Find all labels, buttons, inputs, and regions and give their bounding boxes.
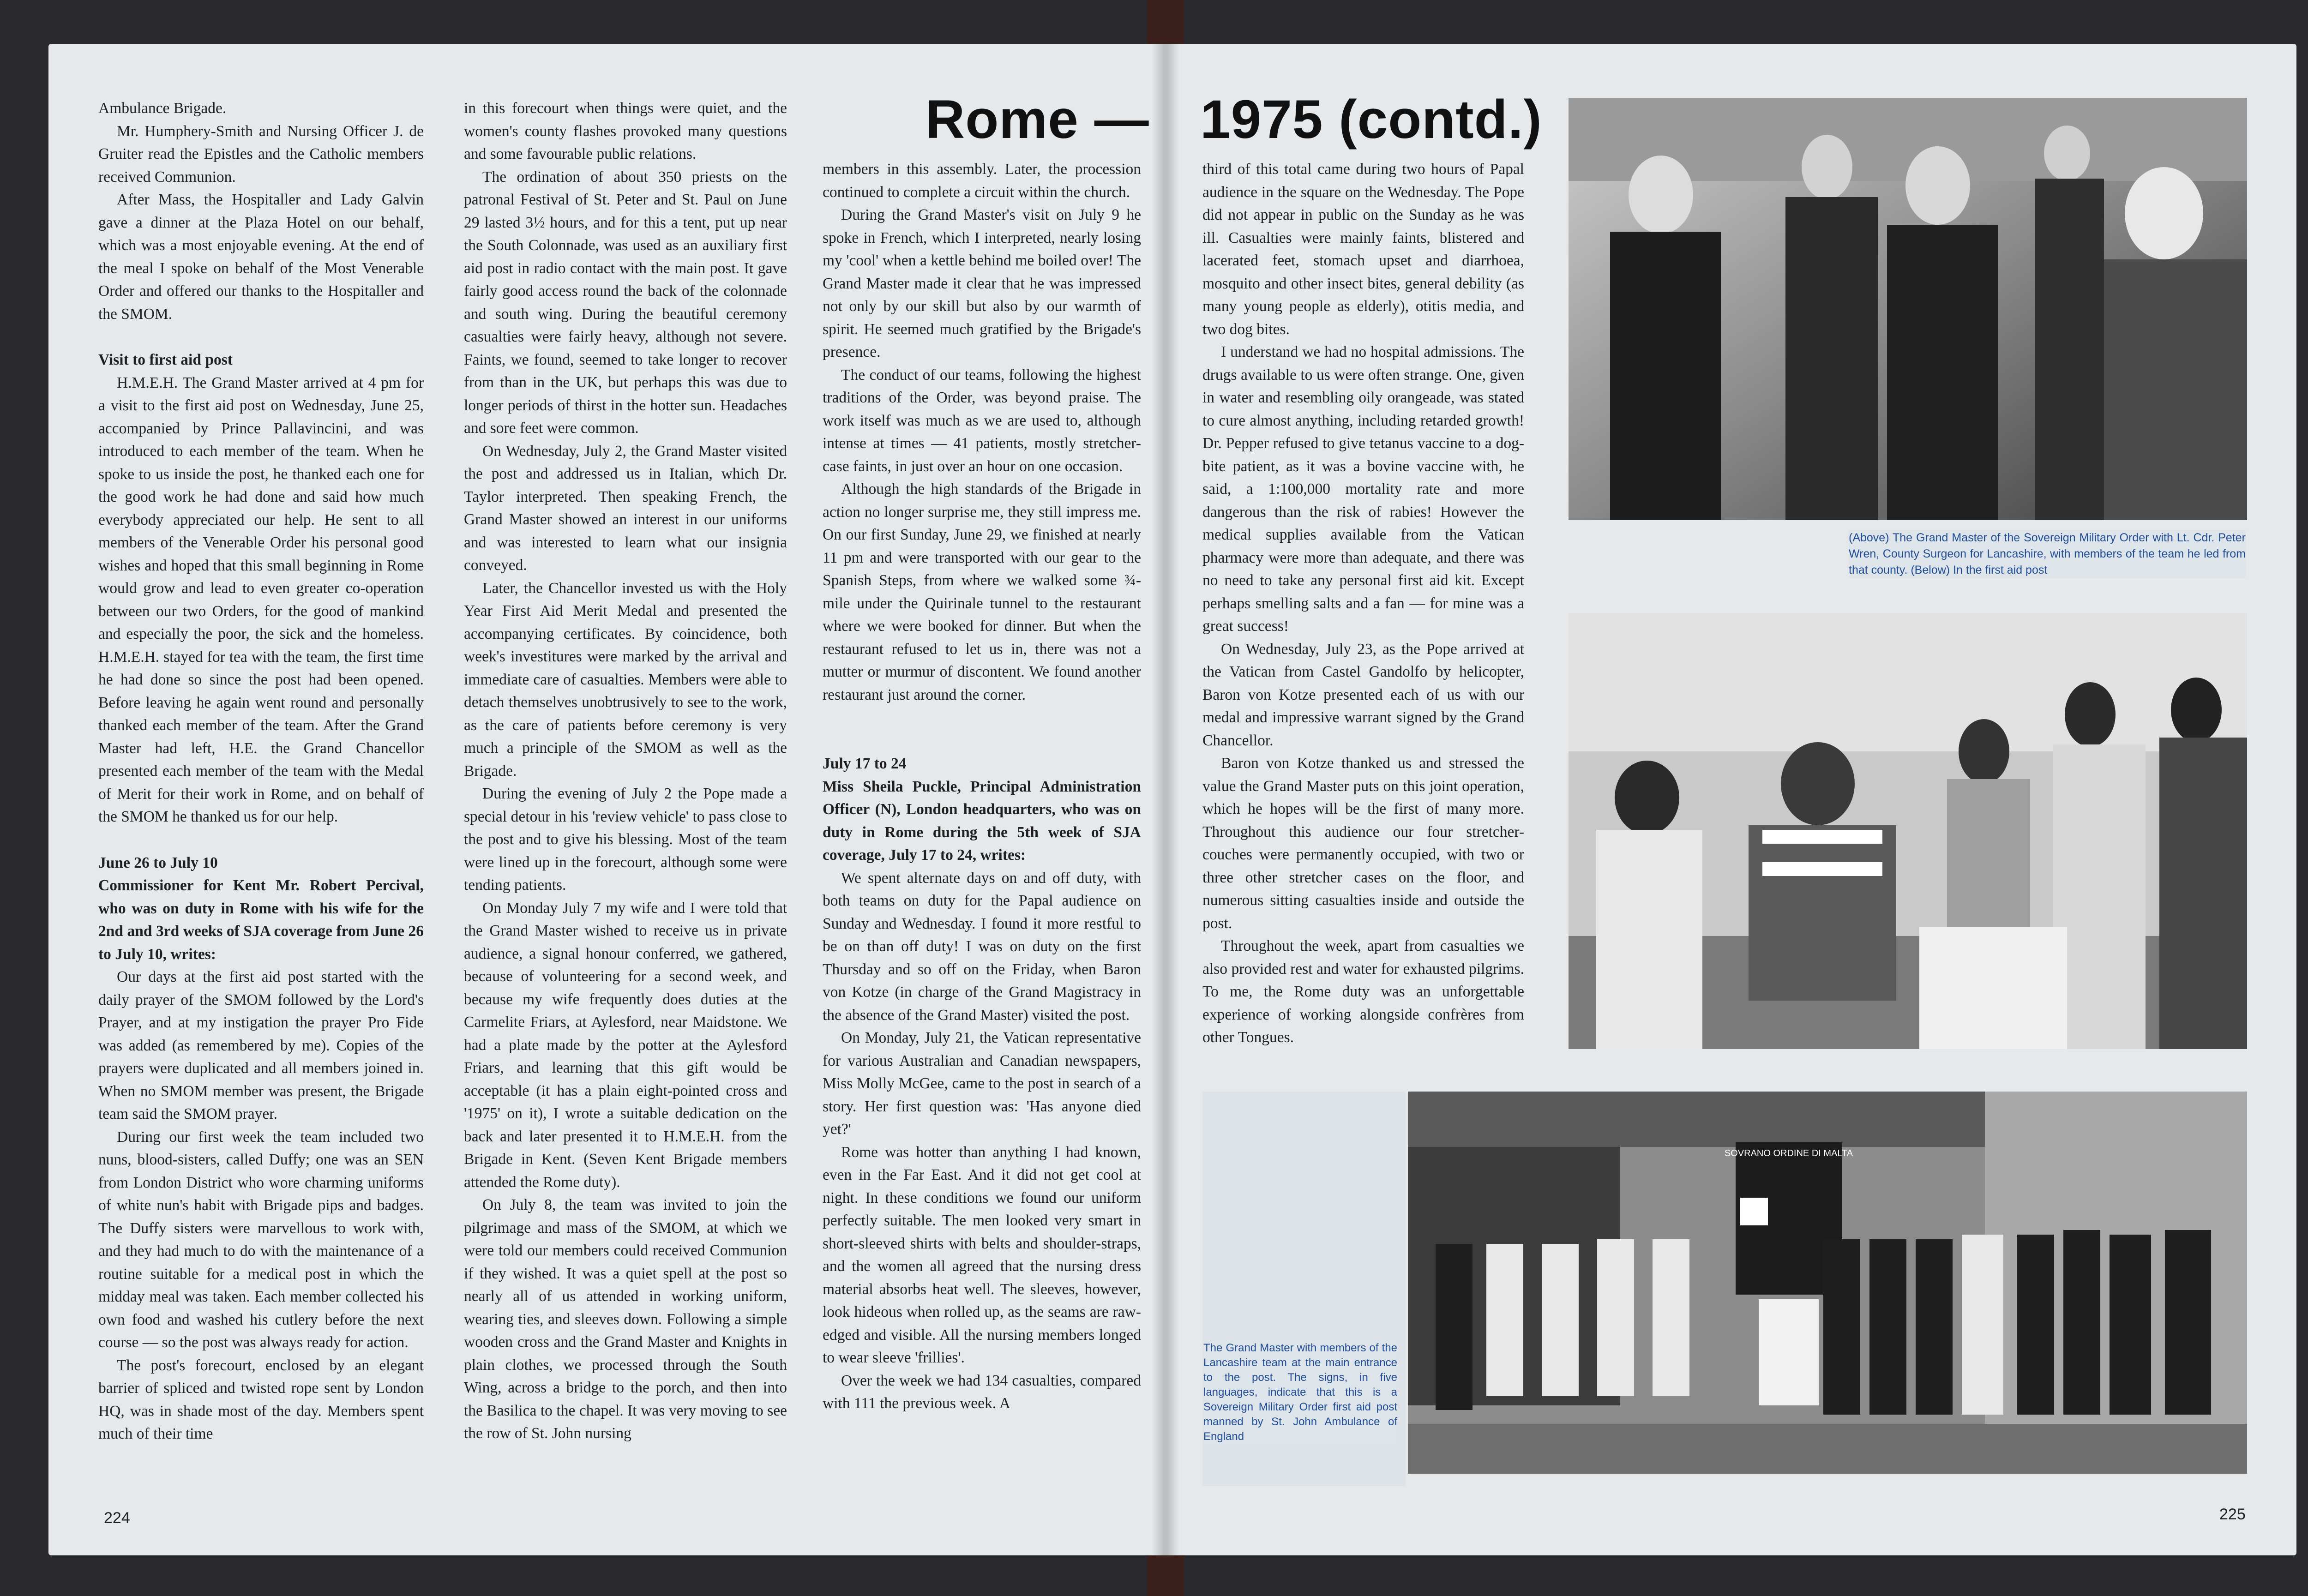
paragraph: I understand we had no hospital admissions. The drugs available to us were often strange. One, given in water and resembling oily orangeade, was stated to cure almost anything, including retarded growth! Dr. Pepper refused to give tetanus vaccine to a dog-bite patient, as it was a bovine vaccine with, he said, a 1:100,000 mortality rate and more dangerous than the risk of rabies! However the medical supplies available from the Vatican pharmacy were more than adequate, and there was no need to take any personal first aid kit. Except perhaps smelling salts and a fan — for mine was a great success! [1202,343,1524,635]
paragraph: After Mass, the Hospitaller and Lady Galvin gave a dinner at the Plaza Hotel on our behalf, which was a most enjoyable evening. At the end of the meal I spoke on behalf of the Most Venerable Order and offered our thanks to the Hospitaller and the SMOM. [98,191,424,323]
paragraph: Rome was hotter than anything I had known, even in the Far East. And it did not get cool at night. In these conditions we found our uniform perfectly suitable. The men looked very smart in short-sleeved shirts with belts and shoulder-straps, and the women all agreed that the nursing dress material absorbs heat well. The sleeves, however, look hideous when rolled up, as the seams are raw-edged and visible. All the nursing members longed to wear sleeve 'frillies'. [823,1143,1141,1366]
page-number-right: 225 [2219,1506,2246,1523]
paragraph: The ordination of about 350 priests on the patronal Festival of St. Peter and St. Paul on June 29 lasted 3½ hours, and for this a tent, put up near the South Colonnade, was used as an auxiliary first aid post in radio contact with the main post. It gave fairly good access round the back of the colonnade and south wing. During the beautiful ceremony casualties were fairly heavy, although not severe. Faints, we found, seemed to take longer to recover from than in the UK, but perhaps this was due to longer periods of thirst in the hotter sun. Headaches and sore feet were common. [464,168,787,437]
spine-bottom [1147,1555,1184,1596]
paragraph: Over the week we had 134 casualties, compared with 111 the previous week. A [823,1372,1141,1412]
section-heading: Miss Sheila Puckle, Principal Administration Officer (N), London headquarters, who was on duty in Rome during the 5th week of SJA coverage, July 17 to 24, writes: [823,778,1141,864]
paragraph: On Wednesday, July 2, the Grand Master visited the post and addressed us in Italian, which Dr. Taylor interpreted. Then speaking French, the Grand Master showed an interest in our uniforms and was interested to learn what our insignia conveyed. [464,442,787,574]
paragraph: Although the high standards of the Brigade in action no longer surprise me, they still impress me. On our first Sunday, June 29, we finished at nearly 11 pm and were transported with our gear to the Spanish Steps, from where we walked some ¾-mile under the Quirinale tunnel to the restaurant where we were booked for dinner. But when the restaurant refused to let us in, there was not a mutter or murmur of discontent. We found another restaurant just around the corner. [823,480,1141,703]
paragraph: During the evening of July 2 the Pope made a special detour in his 'review vehicle' to pass close to the post and to give his blessing. Most of the team were lined up in the forecourt, although some were tending patients. [464,785,787,894]
paragraph: third of this total came during two hours of Papal audience in the square on the Wednesday. The Pope did not appear in public on the Sunday as he was ill. Casualties were mainly faints, blistered and lacerated feet, stomach upset and diarrhoea, mosquito and other insect bites, general debility (as many young people as elderly), otitis media, and two dog bites. [1202,161,1524,338]
text-column-1 [98,97,424,1446]
paragraph: The conduct of our teams, following the highest traditions of the Order, was beyond praise. The work itself was much as we are used to, although intense at times — 41 patients, mostly stretcher-case faints, in just over an hour on one occasion. [823,366,1141,475]
section-heading: June 26 to July 10 [98,854,218,871]
section-heading: July 17 to 24 [823,755,907,772]
paragraph: Later, the Chancellor invested us with the Holy Year First Aid Merit Medal and presented the accompanying certificates. By coincidence, both week's investitures were marked by the arrival and immediate care of casualties. Members were able to detach themselves unobtrusively to see to the work, as the care of patients before ceremony is very much a principle of the SMOM as well as the Brigade. [464,579,787,780]
paragraph: Baron von Kotze thanked us and stressed the value the Grand Master puts on this joint operation, which he hopes will be the first of many more. Throughout this audience our four stretcher-couches were permanently occupied, with two or three other stretcher cases on the floor, and numerous sitting casualties inside and outside the post. [1202,755,1524,932]
paragraph: Mr. Humphery-Smith and Nursing Officer J. de Gruiter read the Epistles and the Catholic members received Communion. [98,122,424,186]
sign-title: SOVRANO ORDINE DI MALTA [1724,1148,1853,1158]
paragraph: On Monday, July 21, the Vatican representative for various Australian and Canadian newspapers, Miss Molly McGee, came to the post in search of a story. Her first question was: 'Has anyone died yet?' [823,1029,1141,1138]
photo-grand-master-with-team [1569,98,2247,520]
text-column-4 [1202,158,1524,1049]
paragraph-spacer [823,706,1141,729]
paragraph: members in this assembly. Later, the procession continued to complete a circuit within the church. [823,161,1141,201]
paragraph: Ambulance Brigade. [98,100,227,117]
title-right: 1975 (contd.) [1200,89,1542,150]
paragraph: H.M.E.H. The Grand Master arrived at 4 pm for a visit to the first aid post on Wednesday, June 25, accompanied by Prince Pallavincini, and was introduced to each member of the team. When he spoke to us inside the post, he thanked each one for the good work he had done and said how much everybody appreciated our help. He sent to all members of the Venerable Order his personal good wishes and hoped that this small beginning in Rome would grow and lead to even greater co-operation between our two Orders, for the good of mankind and especially the poor, the sick and the homeless. H.M.E.H. stayed for tea with the team, the first time he had done so since the post had been opened. Before leaving he again went round and personally thanked each member of the team. After the Grand Master had left, H.E. the Grand Chancellor presented each member of the team with the Medal of Merit for their work in Rome, and on behalf of the SMOM he thanked us for our help. [98,374,424,825]
paragraph-spacer [823,729,1141,752]
paragraph: Throughout the week, apart from casualties we also provided rest and water for exhausted pilgrims. To me, the Rome duty was an unforgettable experience of working alongside confrères from other Tongues. [1202,937,1524,1046]
page-gutter [1152,44,1179,1555]
title-left: Rome — [926,89,1149,150]
paragraph: On July 8, the team was invited to join the pilgrimage and mass of the SMOM, at which we were told our members could received Communion if they wished. It was a quiet spell at the post so nearly all of us attended in working uniform, wearing ties, and sleeves down. Following a simple wooden cross and the Grand Master and Knights in plain clothes, we processed through the South Wing, across a bridge to the porch, and then into the Basilica to the chapel. It was very moving to see the row of St. John nursing [464,1196,787,1442]
paragraph-spacer [98,828,424,852]
paragraph: Our days at the first aid post started with the daily prayer of the SMOM followed by the Lord's Prayer, and at my instigation the prayer Pro Fide was added (as remembered by me). Copies of the prayers were duplicated and all members joined in. When no SMOM member was present, the Brigade team said the SMOM prayer. [98,968,424,1122]
page-number-left: 224 [104,1509,130,1527]
photo-first-aid-post [1569,613,2247,1049]
paragraph: During the Grand Master's visit on July 9 he spoke in French, which I interpreted, nearly losing my 'cool' when a kettle behind me boiled over! The Grand Master made it clear that he was impressed not only by our skill but also by our warmth of spirit. He seemed much gratified by the Brigade's presence. [823,206,1141,360]
paragraph: On Monday July 7 my wife and I were told that the Grand Master wished to receive us in private audience, a signal honour conferred, we gathered, because of volunteering for a second week, and because my wife frequently does duties at the Carmelite Friars, at Aylesford, near Maidstone. We had a plate made by the potter at the Aylesford Friars, and learning that this gift would be acceptable (it has a plain eight-pointed cross and '1975' on it), I wrote a suitable dedication on the back and later presented it to H.M.E.H. from the Brigade in Kent. (Seven Kent Brigade members attended the Rome duty). [464,899,787,1191]
paragraph-spacer [98,325,424,348]
text-column-2 [464,97,787,1445]
paragraph: On Wednesday, July 23, as the Pope arrived at the Vatican from Castel Gandolfo by helicopter, Baron von Kotze presented each of us with our medal and impressive warrant signed by the Grand Chancellor. [1202,640,1524,749]
section-heading: Visit to first aid post [98,351,233,368]
caption-top-photos: (Above) The Grand Master of the Sovereign Military Order with Lt. Cdr. Peter Wren, County Surgeon for Lancashire, with members of the team he led from that county. (Below) In the first aid post [1849,530,2246,578]
paragraph: We spent alternate days on and off duty, with both teams on duty for the Papal audience on Sunday and Wednesday. I found it more restful to be on than off duty! I was on duty on the first Thursday and so off on the Friday, when Baron von Kotze (in charge of the Grand Magistracy in the absence of the Grand Master) visited the post. [823,869,1141,1024]
photo-team-at-entrance [1408,1092,2247,1474]
text-column-3 [823,158,1141,1415]
paragraph: During our first week the team included two nuns, blood-sisters, called Duffy; one was an SEN from London District who wore charming uniforms of white nun's habit with Brigade pips and badges. The Duffy sisters were marvellous to work with, and they had much to do with the maintenance of a routine suitable for a medical post in which the midday meal was taken. Each member collected his own food and washed his cutlery before the next course — so the post was always ready for action. [98,1128,424,1351]
spine-top [1147,0,1184,44]
paragraph: The post's forecourt, enclosed by an elegant barrier of spliced and twisted rope sent by London HQ, was in shade most of the day. Members spent much of their time [98,1356,424,1442]
caption-bottom-photo: The Grand Master with members of the Lancashire team at the main entrance to the post. The signs, in five languages, indicate that this is a Sovereign Military Order first aid post manned by St. John Ambulance of England [1203,1341,1397,1444]
section-heading: Commissioner for Kent Mr. Robert Percival, who was on duty in Rome with his wife for the 2nd and 3rd weeks of SJA coverage from June 26 to July 10, writes: [98,877,424,963]
paragraph: in this forecourt when things were quiet, and the women's county flashes provoked many questions and some favourable public relations. [464,100,787,162]
